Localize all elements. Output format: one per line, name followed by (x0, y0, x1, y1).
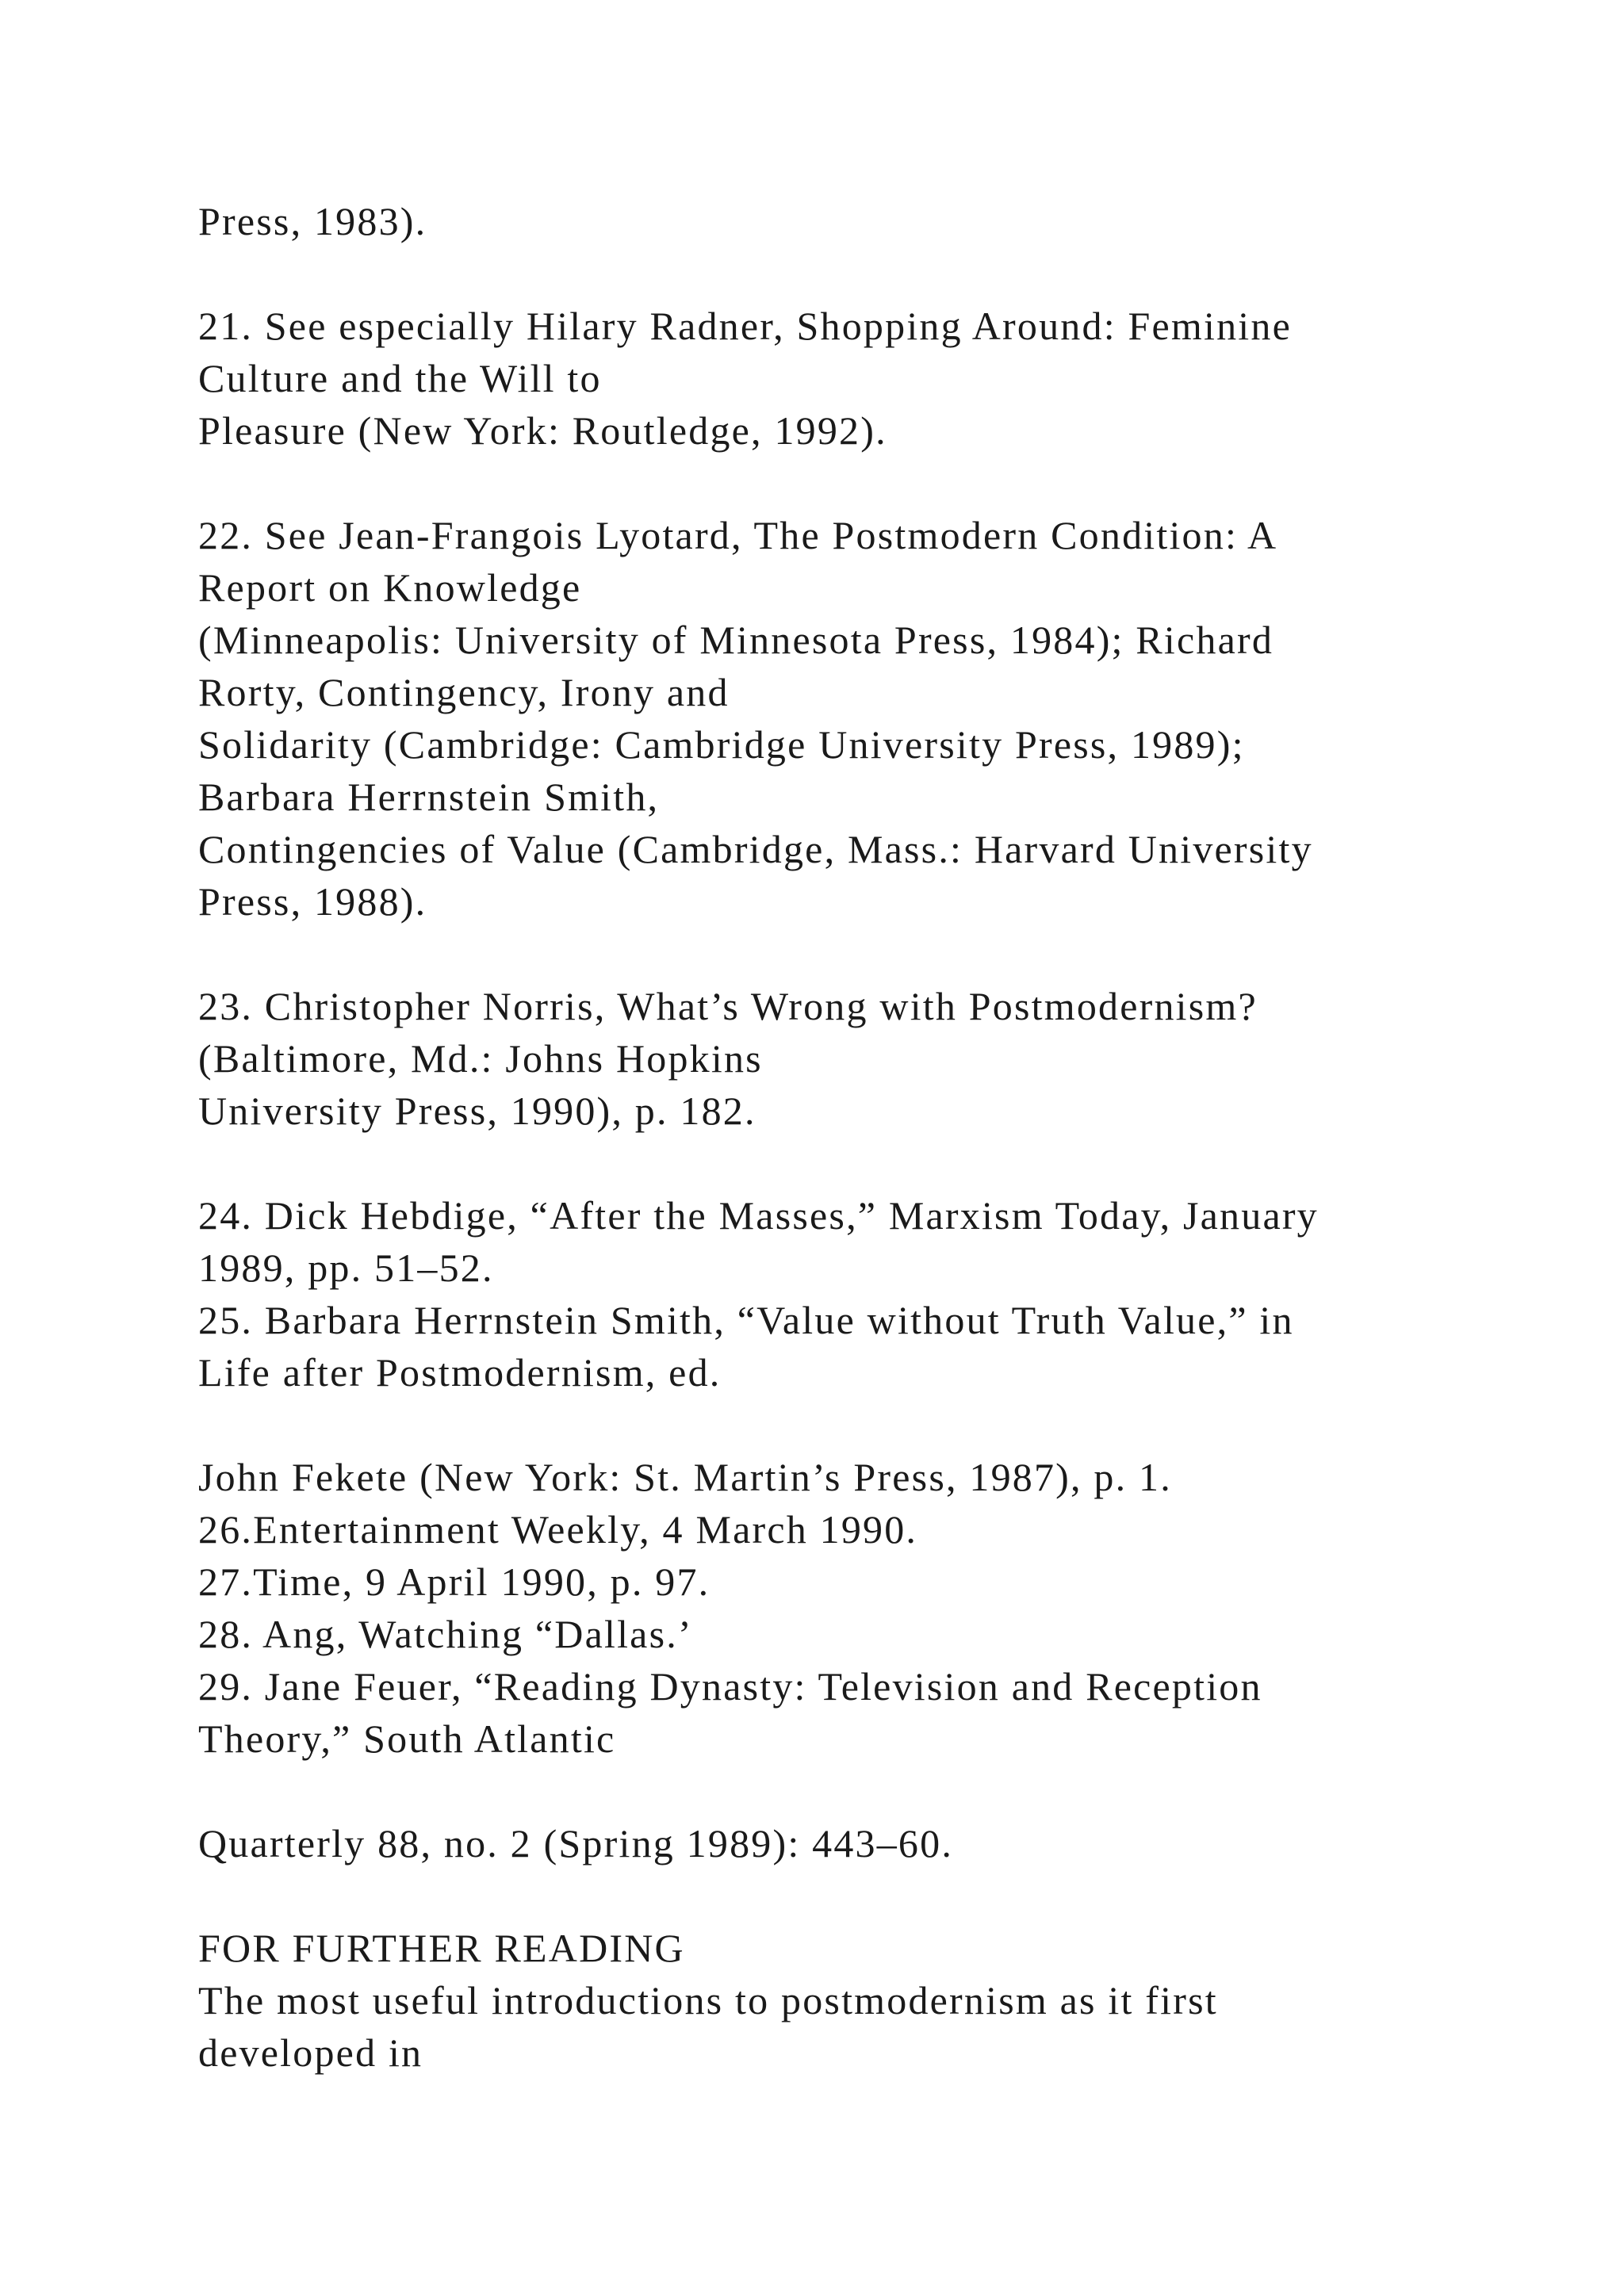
text-line: Barbara Herrnstein Smith, (198, 775, 660, 819)
text-line: Life after Postmodernism, ed. (198, 1350, 722, 1395)
text-line: (Baltimore, Md.: Johns Hopkins (198, 1036, 763, 1081)
blank-line (198, 1869, 1546, 1922)
text-line: Press, 1983). (198, 199, 427, 243)
text-line: Rorty, Contingency, Irony and (198, 670, 730, 714)
blank-line (198, 1399, 1546, 1451)
text-line: 24. Dick Hebdige, “After the Masses,” Marxism Today, January (198, 1193, 1319, 1238)
blank-line (198, 1765, 1546, 1817)
text-line: The most useful introductions to postmodernism as it first (198, 1978, 1218, 2022)
text-line: Press, 1988). (198, 879, 427, 924)
blank-line (198, 928, 1546, 980)
text-line: 27.Time, 9 April 1990, p. 97. (198, 1559, 710, 1604)
text-line: 22. See Jean-Frangois Lyotard, The Postmodern Condition: A (198, 513, 1278, 557)
text-line: Theory,” South Atlantic (198, 1716, 616, 1761)
text-line: 23. Christopher Norris, What’s Wrong with Postmodernism? (198, 984, 1258, 1028)
blank-line (198, 1137, 1546, 1189)
text-line: University Press, 1990), p. 182. (198, 1089, 756, 1133)
text-line: developed in (198, 2030, 423, 2075)
text-line: 21. See especially Hilary Radner, Shopping Around: Feminine (198, 304, 1292, 348)
text-line: 25. Barbara Herrnstein Smith, “Value without Truth Value,” in (198, 1298, 1294, 1342)
text-line: Culture and the Will to (198, 356, 602, 400)
text-line: Pleasure (New York: Routledge, 1992). (198, 408, 887, 453)
text-line: 1989, pp. 51–52. (198, 1246, 494, 1290)
section-heading: FOR FURTHER READING (198, 1926, 685, 1970)
text-line: Quarterly 88, no. 2 (Spring 1989): 443–60. (198, 1821, 954, 1866)
text-line: 26.Entertainment Weekly, 4 March 1990. (198, 1507, 918, 1552)
text-line: Solidarity (Cambridge: Cambridge University Press, 1989); (198, 722, 1245, 767)
text-line: (Minneapolis: University of Minnesota Press, 1984); Richard (198, 618, 1274, 662)
blank-line (198, 247, 1546, 300)
text-line: 29. Jane Feuer, “Reading Dynasty: Television and Reception (198, 1664, 1262, 1709)
document-text (198, 195, 1546, 2079)
text-line: Contingencies of Value (Cambridge, Mass.: Harvard University (198, 827, 1313, 871)
blank-line (198, 457, 1546, 509)
text-line: John Fekete (New York: St. Martin’s Press, 1987), p. 1. (198, 1455, 1172, 1499)
text-line: Report on Knowledge (198, 565, 582, 610)
text-line: 28. Ang, Watching “Dallas.’ (198, 1612, 693, 1656)
